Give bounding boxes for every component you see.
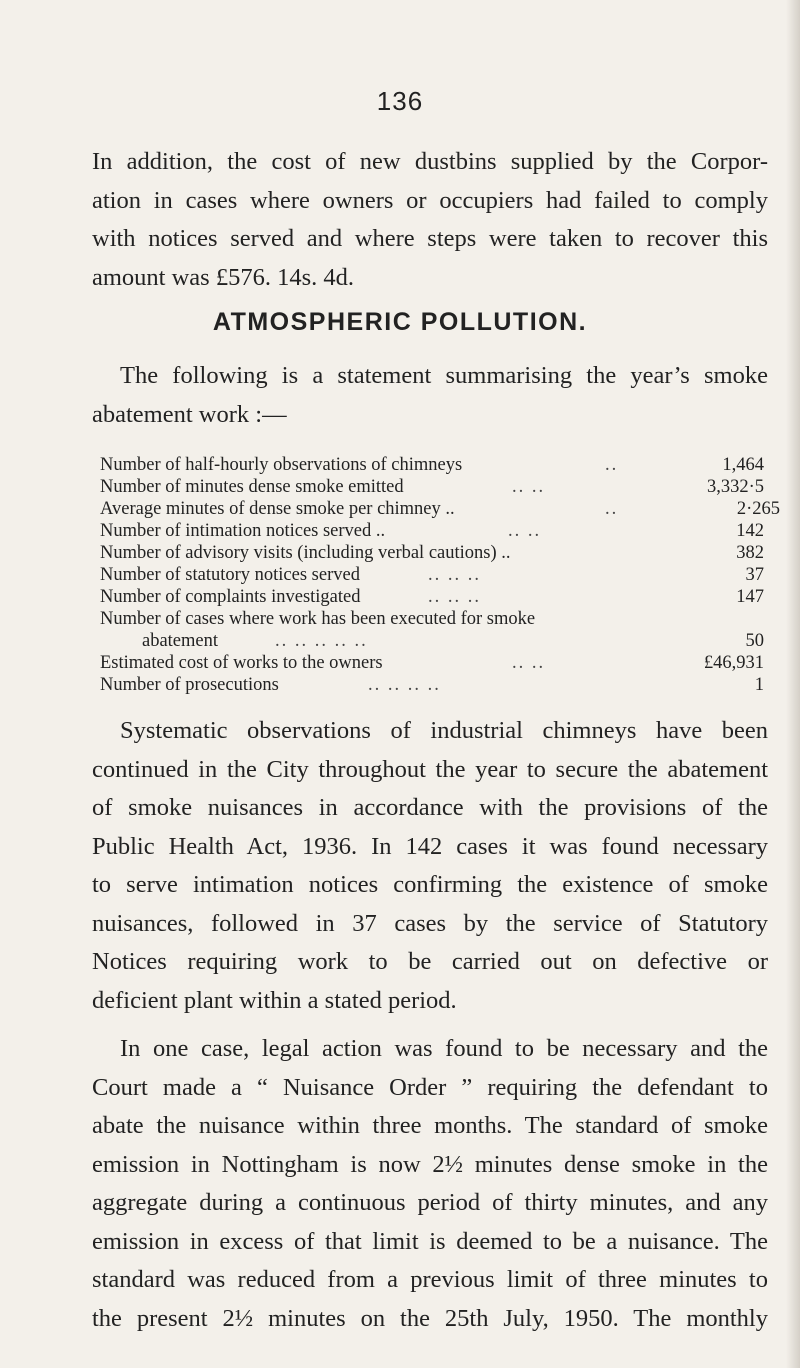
section-heading: ATMOSPHERIC POLLUTION.: [212, 308, 588, 336]
statistic-label: abatement: [142, 631, 219, 651]
page-number: 136: [376, 86, 424, 116]
page-edge-shadow: [786, 0, 800, 1368]
paragraph-line: with notices served and where steps were taken to recover this: [92, 225, 768, 252]
paragraph-line: aggregate during a continuous period of thirty minutes, and any: [92, 1189, 768, 1216]
paragraph-line: In addition, the cost of new dustbins supplied by the Corpor-: [92, 148, 768, 175]
paragraph-line: Court made a “ Nuisance Order ” requiring the defendant to: [92, 1073, 768, 1101]
paragraph-line: abatement work :—: [92, 400, 287, 428]
statistic-value: 1: [754, 675, 764, 695]
leader-dots: .. ..: [508, 521, 542, 541]
paragraph-line: standard was reduced from a previous limit of three minutes to: [92, 1266, 768, 1293]
statistic-row: [100, 498, 780, 520]
statistic-value: 37: [745, 565, 764, 585]
statistic-label: Estimated cost of works to the owners: [100, 653, 383, 673]
statistic-label: Number of advisory visits (including verbal cautions) ..: [100, 543, 511, 563]
statistic-row: [100, 454, 780, 476]
statistic-value: £46,931: [703, 653, 764, 673]
statistic-label: Number of complaints investigated: [100, 587, 361, 607]
paragraph-line: the present 2½ minutes on the 25th July, 1950. The monthly: [92, 1304, 768, 1332]
leader-dots: ..: [605, 455, 619, 475]
systematic-observations-paragraph: [92, 712, 768, 1020]
statistic-label: Number of minutes dense smoke emitted: [100, 477, 404, 497]
statistic-label: Number of cases where work has been executed for smoke: [100, 609, 536, 629]
paragraph-line: of smoke nuisances in accordance with the provisions of the: [92, 794, 768, 821]
statistic-row: [100, 652, 780, 674]
statistic-row: [100, 520, 780, 542]
leader-dots: .. .. ..: [428, 587, 481, 607]
statistic-value: 50: [745, 631, 764, 651]
statistic-label: Number of half-hourly observations of chimneys: [100, 455, 463, 475]
statistic-value: 1,464: [722, 455, 764, 475]
lead-in-paragraph: [92, 357, 768, 434]
paragraph-line: abate the nuisance within three months. The standard of smoke: [92, 1112, 768, 1139]
statistic-row: [100, 674, 780, 696]
paragraph-line: Public Health Act, 1936. In 142 cases it was found necessary: [92, 832, 768, 860]
statistic-row: [100, 608, 780, 630]
statistic-label: Number of statutory notices served: [100, 565, 360, 585]
paragraph-line: deficient plant within a stated period.: [92, 986, 457, 1014]
statistic-row: [100, 476, 780, 498]
intro-paragraph: [92, 143, 768, 297]
leader-dots: ..: [605, 499, 619, 519]
paragraph-line: In one case, legal action was found to be necessary and the: [120, 1035, 768, 1062]
statistic-label: Number of prosecutions: [100, 675, 279, 695]
statistic-label: Number of intimation notices served ..: [100, 521, 386, 541]
statistic-value: 147: [736, 587, 764, 607]
statistic-label: Average minutes of dense smoke per chimney ..: [100, 499, 455, 519]
paragraph-line: continued in the City throughout the year to secure the abatement: [92, 755, 768, 783]
statistic-row: [100, 630, 780, 652]
leader-dots: .. .. .. .. ..: [275, 631, 368, 651]
paragraph-line: nuisances, followed in 37 cases by the service of Statutory: [92, 909, 768, 937]
legal-action-paragraph: [92, 1030, 768, 1338]
statistic-row: [100, 586, 780, 608]
statistic-value: 2·265: [736, 499, 780, 519]
statistics-table: [100, 454, 780, 696]
statistic-value: 142: [736, 521, 764, 541]
paragraph-line: amount was £576. 14s. 4d.: [92, 263, 354, 291]
statistic-row: [100, 564, 780, 586]
statistic-value: 382: [736, 543, 764, 563]
paragraph-line: The following is a statement summarising the year’s smoke: [120, 362, 768, 389]
paragraph-line: Systematic observations of industrial chimneys have been: [120, 717, 768, 744]
paragraph-line: Notices requiring work to be carried out on defective or: [92, 948, 768, 975]
leader-dots: .. .. .. ..: [368, 675, 441, 695]
paragraph-line: ation in cases where owners or occupiers had failed to comply: [92, 186, 768, 214]
statistic-value: 3,332·5: [706, 477, 764, 497]
statistic-row: [100, 542, 780, 564]
paragraph-line: emission in Nottingham is now 2½ minutes dense smoke in the: [92, 1150, 768, 1178]
paragraph-line: emission in excess of that limit is deemed to be a nuisance. The: [92, 1227, 768, 1255]
leader-dots: .. .. ..: [428, 565, 481, 585]
paragraph-line: to serve intimation notices confirming the existence of smoke: [92, 871, 768, 898]
leader-dots: .. ..: [512, 477, 546, 497]
leader-dots: .. ..: [512, 653, 546, 673]
